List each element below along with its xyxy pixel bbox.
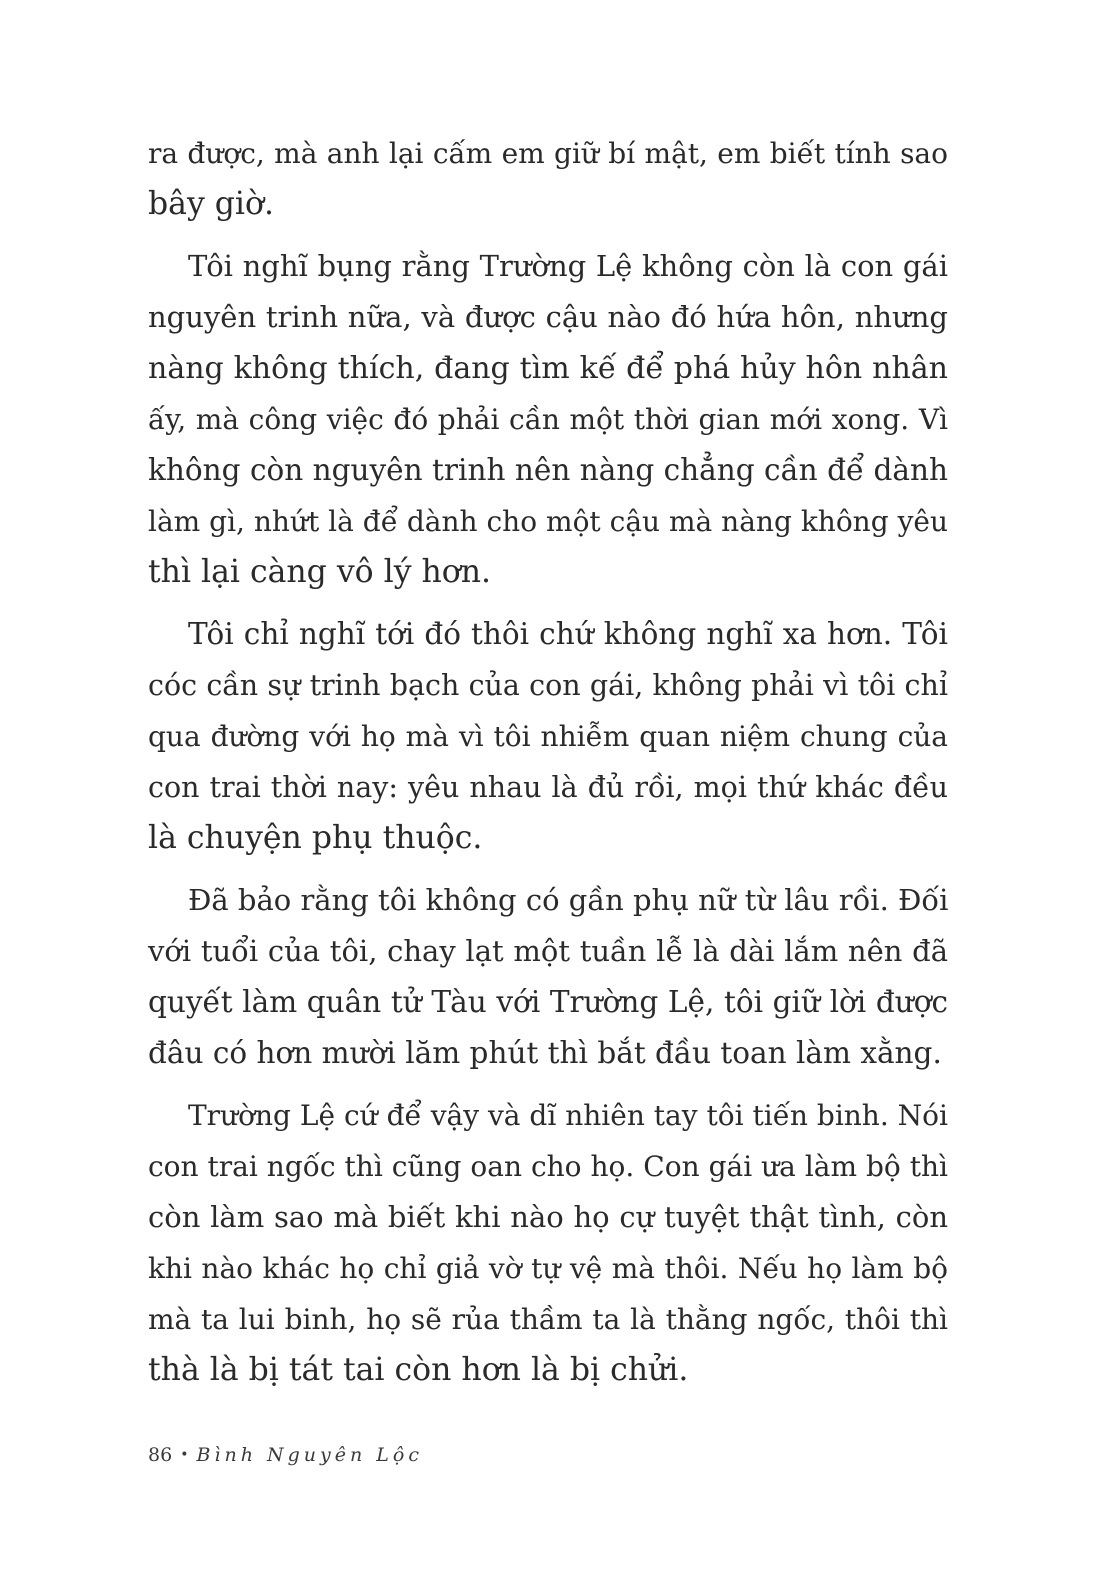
text-line: quyết làm quân tử Tàu với Trường Lệ, tôi giữ lời được	[148, 985, 948, 1019]
text-line: thà là bị tát tai còn hơn là bị chửi.	[148, 1352, 689, 1388]
paragraph	[148, 875, 948, 1079]
text-line: Tôi nghĩ bụng rằng Trường Lệ không còn là con gái	[188, 249, 948, 283]
text-line: thì lại càng vô lý hơn.	[148, 554, 492, 590]
text-line: cóc cần sự trinh bạch của con gái, không phải vì tôi chỉ	[148, 669, 948, 702]
text-line: mà ta lui binh, họ sẽ rủa thầm ta là thằng ngốc, thôi thì	[148, 1303, 948, 1336]
text-line: khi nào khác họ chỉ giả vờ tự vệ mà thôi. Nếu họ làm bộ	[148, 1252, 948, 1285]
text-line: qua đường với họ mà vì tôi nhiễm quan niệm chung của	[148, 720, 948, 753]
paragraph	[148, 1090, 948, 1396]
text-line: Đã bảo rằng tôi không có gần phụ nữ từ lâu rồi. Đối	[188, 883, 949, 917]
text-line: nguyên trinh nữa, và được cậu nào đó hứa hôn, nhưng	[148, 300, 948, 334]
text-line: con trai ngốc thì cũng oan cho họ. Con gái ưa làm bộ thì	[148, 1150, 948, 1183]
page-number: 86	[148, 1444, 173, 1466]
text-line: làm gì, nhứt là để dành cho một cậu mà nàng không yêu	[148, 505, 948, 538]
text-line: không còn nguyên trinh nên nàng chẳng cần để dành	[148, 453, 948, 487]
text-line: ấy, mà công việc đó phải cần một thời gian mới xong. Vì	[148, 403, 948, 436]
text-line: ra được, mà anh lại cấm em giữ bí mật, em biết tính sao	[148, 137, 948, 170]
text-line: là chuyện phụ thuộc.	[148, 820, 483, 856]
author-name: Bình Nguyên Lộc	[196, 1444, 423, 1466]
text-line: với tuổi của tôi, chay lạt một tuần lễ là dài lắm nên đã	[148, 934, 948, 968]
text-line: đâu có hơn mười lăm phút thì bắt đầu toan làm xằng.	[148, 1036, 942, 1070]
paragraph	[148, 241, 948, 598]
book-page-body	[148, 128, 948, 1407]
footer-separator: •	[180, 1447, 189, 1463]
text-line: Tôi chỉ nghĩ tới đó thôi chứ không nghĩ xa hơn. Tôi	[188, 617, 948, 651]
page-footer	[148, 1444, 423, 1466]
text-line: còn làm sao mà biết khi nào họ cự tuyệt thật tình, còn	[148, 1200, 948, 1234]
text-line: bây giờ.	[148, 186, 274, 222]
text-line: con trai thời nay: yêu nhau là đủ rồi, mọi thứ khác đều	[148, 771, 948, 804]
paragraph	[148, 609, 948, 864]
text-line: Trường Lệ cứ để vậy và dĩ nhiên tay tôi tiến binh. Nói	[188, 1099, 948, 1132]
text-line: nàng không thích, đang tìm kế để phá hủy hôn nhân	[148, 351, 948, 386]
paragraph	[148, 128, 948, 230]
